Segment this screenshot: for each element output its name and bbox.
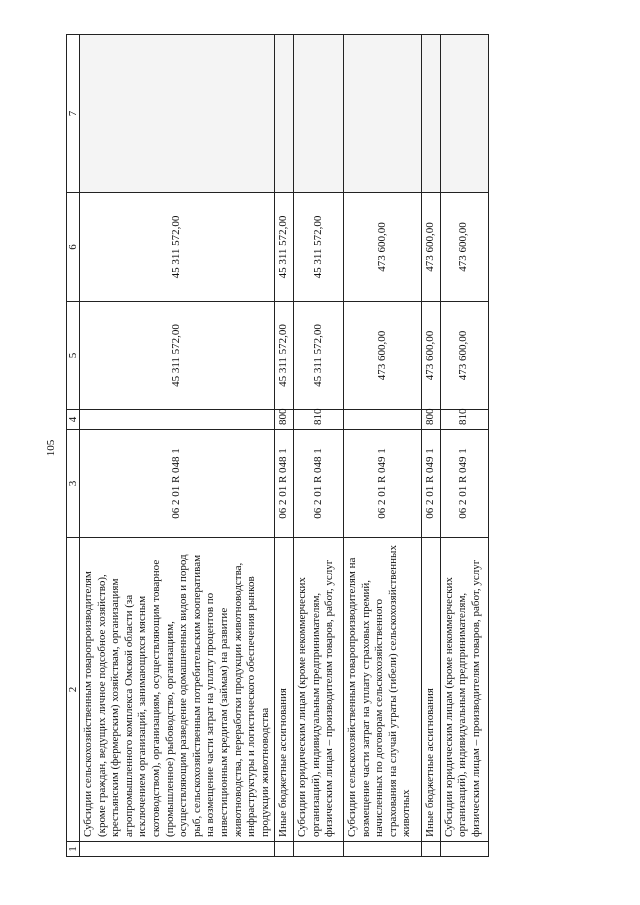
- row-index-cell: [275, 842, 294, 857]
- amount-cell: 473 600,00: [343, 193, 421, 302]
- code-cell: 06 2 01 R 048 1: [275, 430, 294, 538]
- amount-cell: 45 311 572,00: [80, 302, 275, 410]
- type-cell: [343, 410, 421, 430]
- table-row: [343, 35, 421, 857]
- empty-cell: [440, 35, 488, 193]
- amount-cell: 45 311 572,00: [293, 302, 343, 410]
- description-cell: Субсидии сельскохозяйственным товаропроизводителям на возмещение части затрат на уплату страховых премий, начисленных по договорам сельскохозяйственного страхования на случай утраты (гибели) сельскохозяйственных животных: [343, 538, 421, 842]
- budget-table: [66, 34, 489, 857]
- empty-cell: [421, 35, 440, 193]
- code-cell: 06 2 01 R 048 1: [293, 430, 343, 538]
- empty-cell: [80, 35, 275, 193]
- description-cell: Субсидии сельскохозяйственным товаропроизводителям (кроме граждан, ведущих личное подсобное хозяйство), крестьянским (фермерским) хозяйствам, организациям агропромышленного комплекса Омской области (за исключением организаций, занимающихся мясным скотоводством), организациям, осуществляющим товарное (промышленное) рыбоводство, организациям, осуществляющим разведение одомашненных видов и пород рыб, сельскохозяйственным потребительским кооперативам на возмещение части затрат на уплату процентов по инвестиционным кредитам (займам) на развитие животноводства, переработки продукции животноводства, инфраструктуры и логистического обеспечения рынков продукции животноводства: [80, 538, 275, 842]
- type-cell: 800: [421, 410, 440, 430]
- page-number: 105: [45, 439, 57, 457]
- row-index-cell: [293, 842, 343, 857]
- type-cell: 810: [440, 410, 488, 430]
- type-cell: [80, 410, 275, 430]
- amount-cell: 473 600,00: [421, 193, 440, 302]
- header-cell: 4: [67, 410, 80, 430]
- empty-cell: [275, 35, 294, 193]
- table-row: [440, 35, 488, 857]
- description-cell: Субсидии юридическим лицам (кроме некоммерческих организаций), индивидуальным предпринимателям, физическим лицам – производителям товаров, работ, услуг: [293, 538, 343, 842]
- description-cell: Иные бюджетные ассигнования: [275, 538, 294, 842]
- header-cell: 5: [67, 302, 80, 410]
- code-cell: 06 2 01 R 049 1: [343, 430, 421, 538]
- amount-cell: 473 600,00: [440, 302, 488, 410]
- empty-cell: [343, 35, 421, 193]
- code-cell: 06 2 01 R 049 1: [421, 430, 440, 538]
- amount-cell: 45 311 572,00: [275, 302, 294, 410]
- row-index-cell: [440, 842, 488, 857]
- row-index-cell: [343, 842, 421, 857]
- description-cell: Иные бюджетные ассигнования: [421, 538, 440, 842]
- document-table-container: [66, 35, 602, 857]
- table-row: [293, 35, 343, 857]
- header-cell: 3: [67, 430, 80, 538]
- amount-cell: 473 600,00: [421, 302, 440, 410]
- row-index-cell: [421, 842, 440, 857]
- header-cell: 6: [67, 193, 80, 302]
- header-cell: 2: [67, 538, 80, 842]
- amount-cell: 45 311 572,00: [80, 193, 275, 302]
- amount-cell: 473 600,00: [440, 193, 488, 302]
- code-cell: 06 2 01 R 049 1: [440, 430, 488, 538]
- code-cell: 06 2 01 R 048 1: [80, 430, 275, 538]
- type-cell: 810: [293, 410, 343, 430]
- amount-cell: 473 600,00: [343, 302, 421, 410]
- amount-cell: 45 311 572,00: [293, 193, 343, 302]
- table-row: [80, 35, 275, 857]
- empty-cell: [293, 35, 343, 193]
- amount-cell: 45 311 572,00: [275, 193, 294, 302]
- header-cell: 1: [67, 842, 80, 857]
- type-cell: 800: [275, 410, 294, 430]
- table-row: [275, 35, 294, 857]
- description-cell: Субсидии юридическим лицам (кроме некоммерческих организаций), индивидуальным предпринимателям, физическим лицам – производителям товаров, работ, услуг: [440, 538, 488, 842]
- header-cell: 7: [67, 35, 80, 193]
- header-row: [67, 35, 80, 857]
- table-row: [421, 35, 440, 857]
- row-index-cell: [80, 842, 275, 857]
